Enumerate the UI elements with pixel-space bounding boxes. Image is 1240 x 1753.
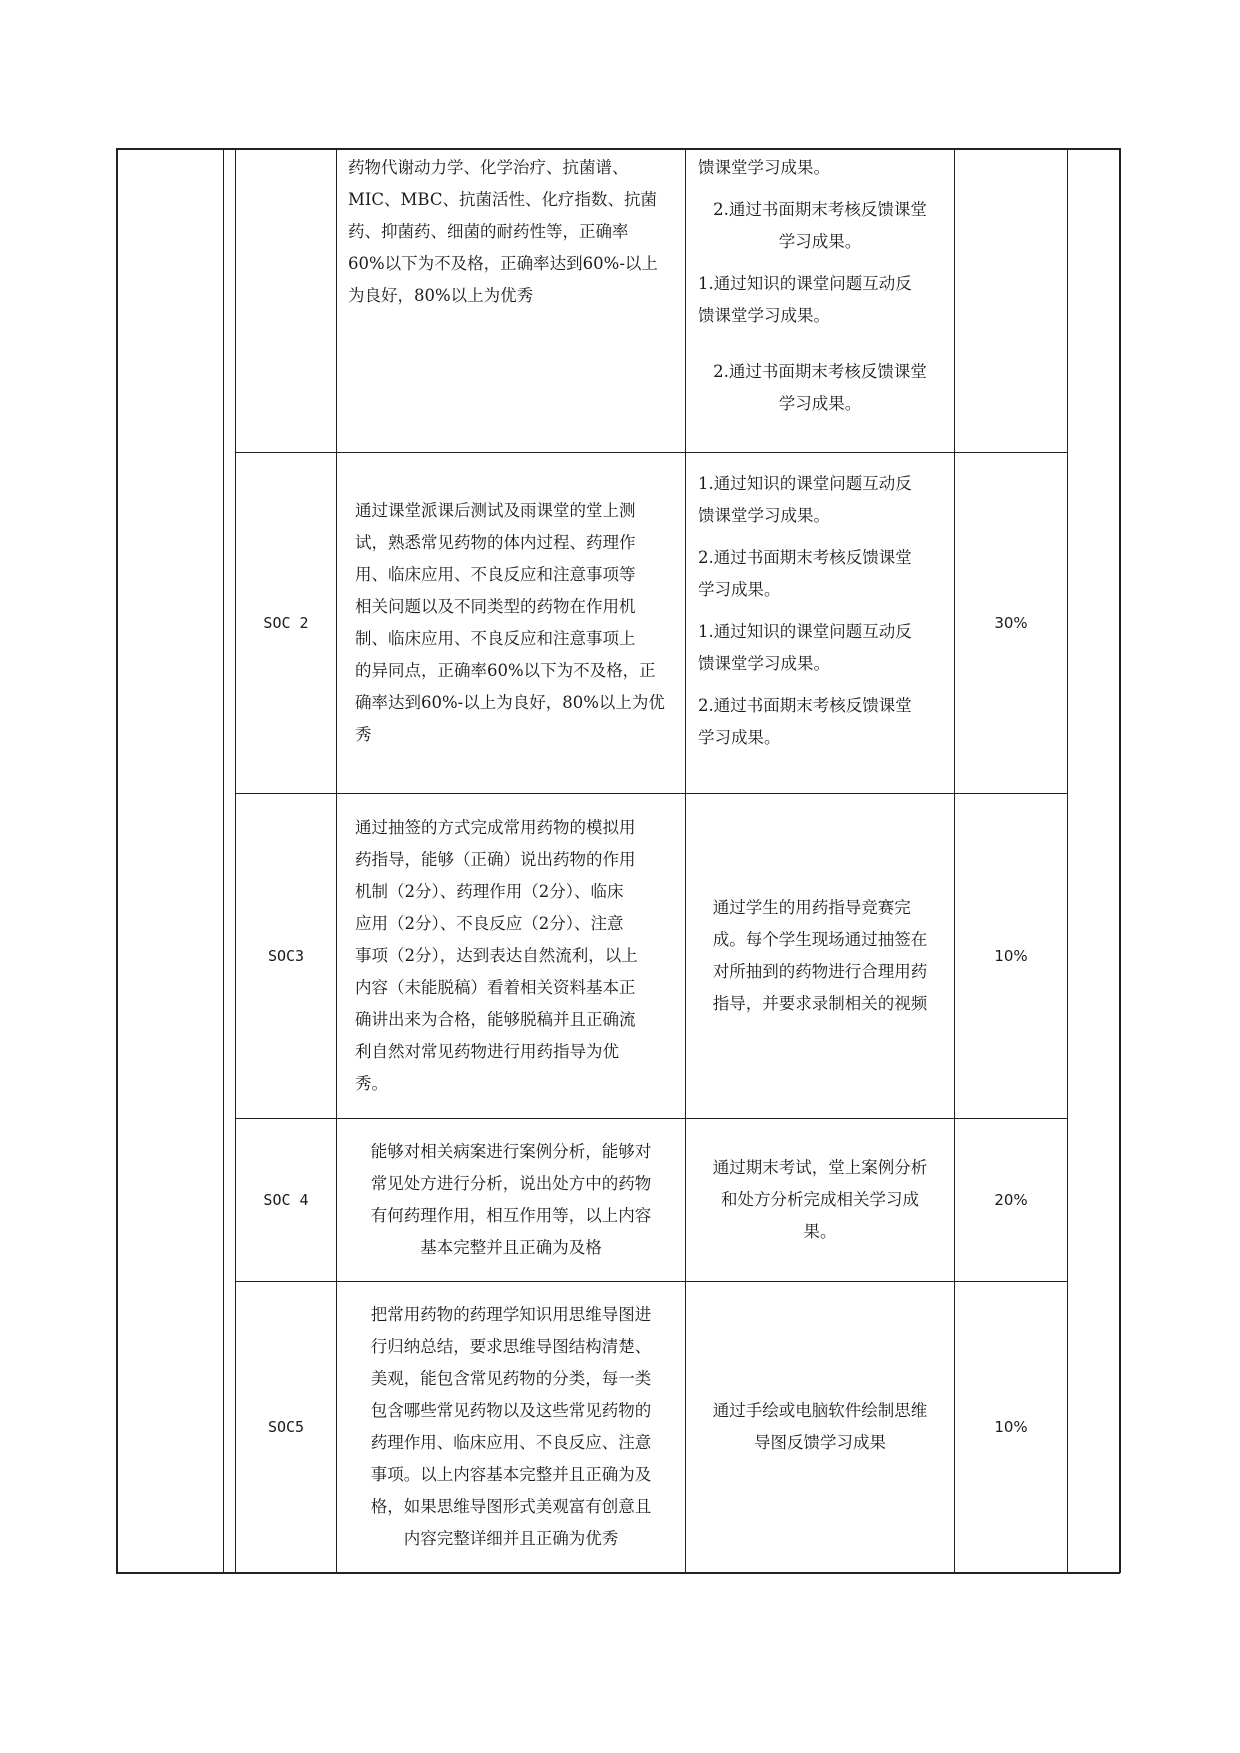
- assessment-cell: [686, 1119, 954, 1281]
- weight-text: 30%: [994, 614, 1028, 632]
- assessment-item: 2.通过书面期末考核反馈课堂 学习成果。: [698, 548, 912, 599]
- soc-id: [236, 794, 336, 1118]
- table-border-bottom: [116, 1572, 1120, 1574]
- criteria-cell: [337, 1282, 685, 1572]
- criteria-text: 通过抽签的方式完成常用药物的模拟用 药指导，能够（正确）说出药物的作用 机制（2分）、药理作用（2分）、临床 应用（2分）、不良反应（2分）、注意 事项（2分），达到表达自然流利，以上 内容（未能脱稿）看着相关资料基本正 确讲出来为合格，能够脱稿并且正确流 利自然对常见药物进行用药指导为优 秀。: [355, 818, 638, 1093]
- col-line-1: [223, 148, 224, 1573]
- weight-text: 10%: [994, 947, 1028, 965]
- criteria-cell: [337, 453, 685, 793]
- assessment-item: 2.通过书面期末考核反馈课堂 学习成果。: [698, 696, 912, 747]
- assessment-cell: [686, 794, 954, 1118]
- criteria-text: 能够对相关病案进行案例分析，能够对 常见处方进行分析，说出处方中的药物 有何药理作用，相互作用等，以上内容 基本完整并且正确为及格: [370, 1142, 652, 1257]
- assessment-item: 馈课堂学习成果。: [698, 158, 830, 177]
- soc-id: [236, 1282, 336, 1572]
- weight-cell: [955, 453, 1067, 793]
- table-border-left: [116, 148, 118, 1573]
- assessment-item: 2.通过书面期末考核反馈课堂 学习成果。: [713, 200, 927, 251]
- assessment-cell: [686, 468, 954, 754]
- criteria-cell: [337, 794, 685, 1118]
- criteria-text: 药物代谢动力学、化学治疗、抗菌谱、 MIC、MBC、抗菌活性、化疗指数、抗菌 药、抑菌药、细菌的耐药性等，正确率 60%以下为不及格，正确率达到60%-以上 为良好，80%以上为优秀: [348, 158, 658, 305]
- soc-id-text: SOC3: [267, 947, 305, 965]
- soc-id-text: SOC 4: [263, 1191, 309, 1209]
- assessment-item: 通过期末考试，堂上案例分析 和处方分析完成相关学习成 果。: [712, 1158, 928, 1241]
- table-border-right: [1119, 148, 1121, 1573]
- criteria-text: 通过课堂派课后测试及雨课堂的堂上测 试，熟悉常见药物的体内过程、药理作 用、临床应用、不良反应和注意事项等 相关问题以及不同类型的药物在作用机 制、临床应用、不良反应和注意事项上 的异同点，正确率60%以下为不及格，正 确率达到60%-以上为良好，80%以上为优 秀: [355, 501, 665, 744]
- soc-id-text: SOC5: [267, 1418, 305, 1436]
- soc-id: [236, 1119, 336, 1281]
- assessment-cell: [686, 1282, 954, 1572]
- weight-cell: [955, 1282, 1067, 1572]
- table-border-top: [116, 148, 1120, 150]
- assessment-cell: [686, 152, 954, 420]
- assessment-item: 1.通过知识的课堂问题互动反 馈课堂学习成果。: [698, 622, 912, 673]
- assessment-item: 通过手绘或电脑软件绘制思维 导图反馈学习成果: [712, 1401, 928, 1452]
- soc-id-text: SOC 2: [263, 614, 309, 632]
- criteria-cell: [337, 1119, 685, 1281]
- assessment-item: 通过学生的用药指导竞赛完 成。每个学生现场通过抽签在 对所抽到的药物进行合理用药 指导，并要求录制相关的视频: [712, 898, 928, 1013]
- weight-cell: [955, 794, 1067, 1118]
- assessment-item: 1.通过知识的课堂问题互动反 馈课堂学习成果。: [698, 474, 912, 525]
- criteria-text: 把常用药物的药理学知识用思维导图进 行归纳总结，要求思维导图结构清楚、 美观，能包含常见药物的分类，每一类 包含哪些常见药物以及这些常见药物的 药理作用、临床应用、不良反应、注意 事项。以上内容基本完整并且正确为及 格，如果思维导图形式美观富有创意且 内容完整详细并且正确为优秀: [370, 1305, 652, 1548]
- soc-id: [236, 453, 336, 793]
- col-line-6: [1067, 148, 1068, 1573]
- weight-cell: [955, 1119, 1067, 1281]
- weight-text: 20%: [994, 1191, 1028, 1209]
- table-row: [348, 152, 678, 450]
- weight-text: 10%: [994, 1418, 1028, 1436]
- assessment-item: 1.通过知识的课堂问题互动反 馈课堂学习成果。: [698, 274, 912, 325]
- assessment-item: 2.通过书面期末考核反馈课堂 学习成果。: [713, 362, 927, 413]
